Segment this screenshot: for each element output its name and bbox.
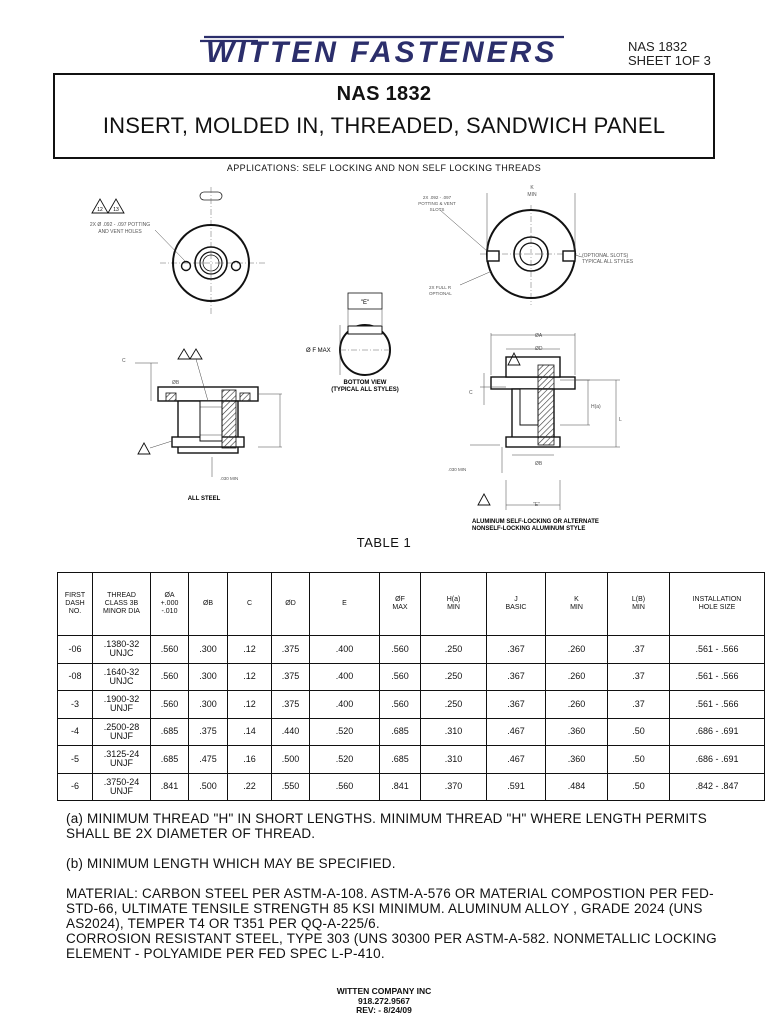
notes-section bbox=[66, 811, 746, 961]
table-cell: .560 bbox=[151, 691, 189, 719]
column-header-line: ØA bbox=[164, 592, 175, 599]
thread-cell bbox=[93, 663, 151, 691]
column-header-line: -.010 bbox=[161, 608, 178, 615]
material-note-1: MATERIAL: CARBON STEEL PER ASTM-A-108. ASTM-A-576 OR MATERIAL COMPOSTION PER FED-STD-66, ULTIMATE TENSILE STRENGTH 85 KSI MINIMUM. ALUMINUM ALLOY , GRADE 2024 (UNS AS2024), TEMPER T4 OR T351 PER QQ-A-225/6. bbox=[66, 886, 714, 931]
document-code: NAS 1832 bbox=[336, 83, 432, 105]
table-cell: .591 bbox=[487, 773, 546, 801]
full-r-note-2: OPTIONAL bbox=[429, 291, 452, 296]
column-header bbox=[310, 573, 380, 636]
thread-size: .1900-32 bbox=[103, 694, 140, 705]
column-header bbox=[380, 573, 421, 636]
brand-logo-graphic bbox=[196, 28, 576, 70]
column-header-line: ØB bbox=[202, 600, 214, 607]
f-max-label: Ø F MAX bbox=[306, 348, 331, 354]
table-cell: .400 bbox=[310, 636, 380, 664]
standard-number: NAS 1832 bbox=[628, 39, 688, 54]
l-length-label: L bbox=[619, 417, 622, 423]
table-cell: .16 bbox=[228, 746, 272, 774]
column-header-line: THREAD bbox=[107, 592, 136, 599]
table-cell: .370 bbox=[421, 773, 487, 801]
table-cell: -5 bbox=[58, 746, 93, 774]
h-thread-label: H(a) bbox=[591, 404, 601, 410]
potting-slots-note-3: SLOTS bbox=[429, 207, 445, 212]
table-cell: .22 bbox=[228, 773, 272, 801]
full-r-note-1: 2X FULL R bbox=[429, 285, 452, 290]
table-cell: .685 bbox=[380, 746, 421, 774]
thread-size: .1380-32 bbox=[103, 639, 140, 650]
table-cell: .560 bbox=[151, 636, 189, 664]
table-cell: .360 bbox=[546, 718, 608, 746]
sheet-number: SHEET 1OF 3 bbox=[628, 53, 711, 68]
top-view-right bbox=[440, 193, 582, 305]
column-header-line: C bbox=[246, 600, 253, 607]
column-header-line: H(a) bbox=[446, 596, 461, 603]
table-cell: .37 bbox=[608, 691, 670, 719]
brand-name: WITTEN FASTENERS bbox=[206, 36, 558, 69]
column-header bbox=[151, 573, 189, 636]
potting-slots-note-2: POTTING & VENT bbox=[418, 201, 456, 206]
thread-cell bbox=[93, 746, 151, 774]
table-cell: .50 bbox=[608, 718, 670, 746]
table-cell: .367 bbox=[487, 636, 546, 664]
table-cell: .520 bbox=[310, 746, 380, 774]
table-cell: .560 bbox=[380, 636, 421, 664]
table-cell: .484 bbox=[546, 773, 608, 801]
table-cell: .375 bbox=[272, 663, 310, 691]
table-row bbox=[58, 636, 765, 664]
table-cell: .400 bbox=[310, 663, 380, 691]
note-a: (a) MINIMUM THREAD "H" IN SHORT LENGTHS. MINIMUM THREAD "H" WHERE LENGTH PERMITS SHALL BE 2X DIAMETER OF THREAD. bbox=[66, 811, 707, 841]
company-name: WITTEN COMPANY INC bbox=[336, 986, 432, 996]
column-header-line: MAX bbox=[392, 604, 408, 611]
column-header bbox=[421, 573, 487, 636]
thread-class: UNJF bbox=[110, 758, 133, 769]
table-cell: .561 - .566 bbox=[670, 636, 765, 664]
column-header bbox=[58, 573, 93, 636]
thread-size: .2500-28 bbox=[103, 721, 140, 732]
thread-class: UNJC bbox=[109, 648, 134, 659]
table-cell: .375 bbox=[189, 718, 228, 746]
flag-notes bbox=[92, 199, 124, 213]
thread-cell bbox=[93, 691, 151, 719]
table-cell: .37 bbox=[608, 663, 670, 691]
flag-note-1: 12 bbox=[97, 207, 103, 213]
aluminum-caption-2: NONSELF-LOCKING ALUMINUM STYLE bbox=[472, 526, 586, 532]
table-cell: .375 bbox=[272, 691, 310, 719]
column-header-line: +.000 bbox=[160, 600, 179, 607]
table-cell: .375 bbox=[272, 636, 310, 664]
thread-size: .3750-24 bbox=[103, 776, 140, 787]
thread-class: UNJF bbox=[110, 703, 133, 714]
revision-date: REV: - 8/24/09 bbox=[356, 1005, 412, 1015]
potting-holes-note-2: AND VENT HOLES bbox=[98, 229, 142, 235]
table-cell: .685 bbox=[151, 718, 189, 746]
thread-class: UNJF bbox=[110, 785, 133, 796]
table-cell: .467 bbox=[487, 718, 546, 746]
column-header-line: MIN bbox=[570, 604, 583, 611]
k-min-label-2: MIN bbox=[527, 192, 537, 198]
column-header-line: MIN bbox=[632, 604, 645, 611]
applications-caption: APPLICATIONS: SELF LOCKING AND NON SELF LOCKING THREADS bbox=[226, 163, 542, 173]
optional-slots-note-1: (OPTIONAL SLOTS) bbox=[582, 253, 629, 259]
table-cell: .686 - .691 bbox=[670, 718, 765, 746]
column-header-line: CLASS 3B bbox=[104, 600, 139, 607]
min-030-steel: .030 MIN bbox=[220, 476, 239, 481]
table-cell: .12 bbox=[228, 691, 272, 719]
table-cell: .560 bbox=[380, 691, 421, 719]
table-cell: .686 - .691 bbox=[670, 746, 765, 774]
table-cell: .500 bbox=[189, 773, 228, 801]
column-header bbox=[670, 573, 765, 636]
table-row bbox=[58, 663, 765, 691]
bottom-view-title: BOTTOM VIEW bbox=[343, 380, 387, 386]
potting-holes-note-1: 2X Ø .092 - .097 POTTING bbox=[89, 222, 151, 228]
column-header bbox=[272, 573, 310, 636]
column-header bbox=[487, 573, 546, 636]
title-block bbox=[53, 73, 715, 159]
table-row bbox=[58, 773, 765, 801]
table-cell: .300 bbox=[189, 636, 228, 664]
table-cell: .250 bbox=[421, 663, 487, 691]
document-reference bbox=[628, 40, 711, 68]
column-header-line: BASIC bbox=[505, 604, 527, 611]
table-cell: .50 bbox=[608, 773, 670, 801]
column-header-line: J bbox=[514, 596, 518, 603]
table-cell: .14 bbox=[228, 718, 272, 746]
table-cell: .12 bbox=[228, 636, 272, 664]
table-cell: .367 bbox=[487, 691, 546, 719]
a-diameter-label: ØA bbox=[535, 333, 543, 339]
table-cell: .300 bbox=[189, 663, 228, 691]
table-cell: .685 bbox=[151, 746, 189, 774]
table-cell: .500 bbox=[272, 746, 310, 774]
section-view-aluminum bbox=[448, 333, 622, 532]
thread-cell bbox=[93, 773, 151, 801]
column-header-line: INSTALLATION bbox=[692, 596, 742, 603]
optional-slots-note-2: TYPICAL ALL STYLES bbox=[582, 259, 634, 265]
table-header-row bbox=[58, 573, 765, 636]
thread-class: UNJC bbox=[109, 675, 134, 686]
table-cell: .260 bbox=[546, 691, 608, 719]
thread-class: UNJF bbox=[110, 730, 133, 741]
brand-logo bbox=[196, 28, 576, 70]
e-dimension-aluminum: "E" bbox=[533, 502, 540, 508]
table-cell: .520 bbox=[310, 718, 380, 746]
column-header-line: ØD bbox=[285, 600, 296, 607]
column-header-line: DASH bbox=[65, 600, 85, 607]
all-steel-caption: ALL STEEL bbox=[187, 496, 221, 502]
c-dimension-steel: C bbox=[122, 358, 126, 364]
top-view-left bbox=[155, 187, 265, 315]
company-phone: 918.272.9567 bbox=[358, 995, 410, 1006]
table-cell: .37 bbox=[608, 636, 670, 664]
table-cell: .561 - .566 bbox=[670, 663, 765, 691]
d-diameter-label: ØD bbox=[535, 346, 543, 352]
table-cell: .250 bbox=[421, 691, 487, 719]
table-cell: .360 bbox=[546, 746, 608, 774]
document-title: INSERT, MOLDED IN, THREADED, SANDWICH PANEL bbox=[102, 113, 666, 138]
table-row bbox=[58, 691, 765, 719]
table-cell: -3 bbox=[58, 691, 93, 719]
table-cell: -06 bbox=[58, 636, 93, 664]
column-header-line: HOLE SIZE bbox=[698, 604, 736, 611]
table-cell: .50 bbox=[608, 746, 670, 774]
table-cell: .250 bbox=[421, 636, 487, 664]
table-cell: .260 bbox=[546, 663, 608, 691]
column-header-line: MINOR DIA bbox=[103, 608, 140, 615]
table-cell: -6 bbox=[58, 773, 93, 801]
table-cell: .841 bbox=[151, 773, 189, 801]
potting-slots-note-1: 2X .092 - .097 bbox=[422, 195, 452, 200]
table-cell: .367 bbox=[487, 663, 546, 691]
column-header-line: E bbox=[342, 600, 347, 607]
table-cell: .841 bbox=[380, 773, 421, 801]
table-cell: .561 - .566 bbox=[670, 691, 765, 719]
table-cell: .400 bbox=[310, 691, 380, 719]
column-header-line: MIN bbox=[447, 604, 460, 611]
k-min-label-1: K bbox=[530, 185, 534, 191]
footer bbox=[0, 987, 768, 1016]
column-header bbox=[189, 573, 228, 636]
table-cell: .550 bbox=[272, 773, 310, 801]
column-header-line: L(B) bbox=[631, 596, 646, 603]
table-cell: -4 bbox=[58, 718, 93, 746]
table-cell: .560 bbox=[151, 663, 189, 691]
table-cell: .260 bbox=[546, 636, 608, 664]
c-dimension-aluminum: C bbox=[469, 390, 473, 396]
material-note-2: CORROSION RESISTANT STEEL, TYPE 303 (UNS 30300 PER ASTM-A-582. NONMETALLIC LOCKING ELEMENT - POLYAMIDE PER FED SPEC L-P-410. bbox=[66, 931, 717, 961]
column-header bbox=[93, 573, 151, 636]
table-cell: .310 bbox=[421, 746, 487, 774]
thread-cell bbox=[93, 718, 151, 746]
table-cell: .560 bbox=[380, 663, 421, 691]
note-b: (b) MINIMUM LENGTH WHICH MAY BE SPECIFIED. bbox=[66, 856, 396, 871]
table-cell: .300 bbox=[189, 691, 228, 719]
table-cell: .12 bbox=[228, 663, 272, 691]
table-row bbox=[58, 746, 765, 774]
min-030-aluminum: .030 MIN bbox=[448, 467, 467, 472]
table-cell: .685 bbox=[380, 718, 421, 746]
b-diameter-aluminum: ØB bbox=[535, 461, 543, 467]
column-header-line: K bbox=[574, 596, 579, 603]
column-header bbox=[546, 573, 608, 636]
table-cell: .475 bbox=[189, 746, 228, 774]
table-row bbox=[58, 718, 765, 746]
column-header-line: FIRST bbox=[64, 592, 86, 599]
flag-note-2: 13 bbox=[113, 207, 119, 213]
table-cell: -08 bbox=[58, 663, 93, 691]
table-cell: .842 - .847 bbox=[670, 773, 765, 801]
aluminum-caption-1: ALUMINUM SELF-LOCKING OR ALTERNATE bbox=[472, 519, 599, 525]
table-body bbox=[58, 636, 765, 801]
bottom-view-subtitle: (TYPICAL ALL STYLES) bbox=[331, 387, 399, 393]
bottom-view bbox=[306, 293, 399, 393]
thread-size: .1640-32 bbox=[103, 666, 140, 677]
table-title: TABLE 1 bbox=[356, 535, 412, 550]
technical-drawing-canvas bbox=[60, 175, 660, 545]
e-dimension-label: "E" bbox=[360, 300, 370, 306]
technical-drawing bbox=[60, 175, 660, 545]
thread-size: .3125-24 bbox=[103, 749, 140, 760]
table-cell: .310 bbox=[421, 718, 487, 746]
column-header-line: ØF bbox=[395, 596, 405, 603]
section-view-steel bbox=[122, 349, 282, 502]
table-cell: .467 bbox=[487, 746, 546, 774]
table-cell: .560 bbox=[310, 773, 380, 801]
table-cell: .440 bbox=[272, 718, 310, 746]
thread-cell bbox=[93, 636, 151, 664]
column-header bbox=[608, 573, 670, 636]
b-diameter-steel: ØB bbox=[172, 380, 180, 386]
column-header-line: NO. bbox=[68, 608, 82, 615]
specification-table bbox=[57, 572, 765, 801]
column-header bbox=[228, 573, 272, 636]
